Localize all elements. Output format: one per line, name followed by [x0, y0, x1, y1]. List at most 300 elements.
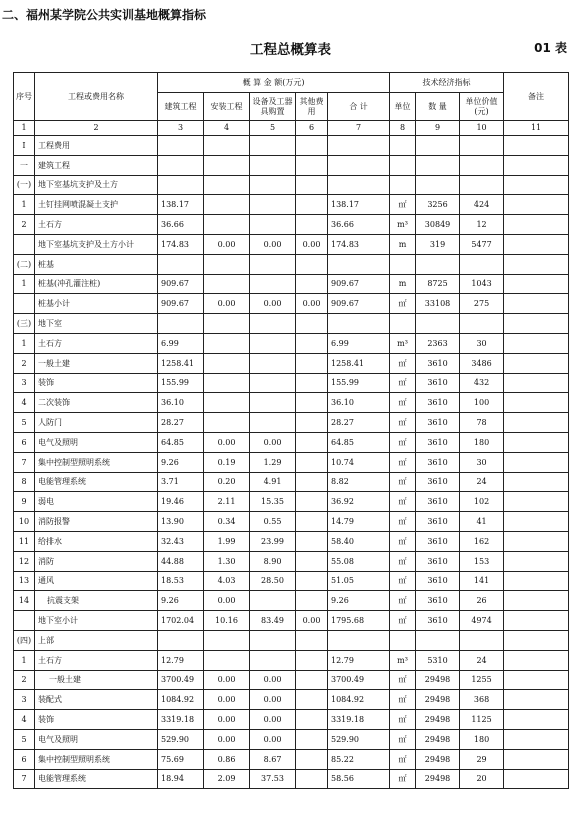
- cell-install: [204, 393, 250, 413]
- header-install: 安装工程: [204, 93, 250, 121]
- table-row: [14, 611, 569, 631]
- cell-seq: 一: [14, 155, 35, 175]
- cell-other: [296, 195, 328, 215]
- cell-building: 6.99: [158, 333, 204, 353]
- table-row: [14, 274, 569, 294]
- cell-remark: [504, 690, 569, 710]
- table-row: [14, 195, 569, 215]
- cell-other: [296, 571, 328, 591]
- cell-unit-value: [460, 136, 504, 156]
- cell-name: 工程费用: [35, 136, 158, 156]
- header-building: 建筑工程: [158, 93, 204, 121]
- cell-quantity: 3610: [416, 551, 460, 571]
- header-total: 合 计: [328, 93, 390, 121]
- cell-quantity: 3610: [416, 413, 460, 433]
- cell-total: 14.79: [328, 512, 390, 532]
- col-number: 3: [158, 121, 204, 136]
- table-row: [14, 432, 569, 452]
- cell-install: 0.00: [204, 234, 250, 254]
- table-row: [14, 670, 569, 690]
- cell-total: 36.92: [328, 492, 390, 512]
- cell-other: [296, 393, 328, 413]
- cell-quantity: 319: [416, 234, 460, 254]
- cell-seq: 1: [14, 195, 35, 215]
- cell-seq: 6: [14, 432, 35, 452]
- cell-install: [204, 413, 250, 433]
- cell-install: 0.00: [204, 710, 250, 730]
- cell-unit-value: 24: [460, 472, 504, 492]
- cell-unit: ㎡: [390, 591, 416, 611]
- cell-install: [204, 333, 250, 353]
- cell-total: 1258.41: [328, 353, 390, 373]
- table-row: [14, 234, 569, 254]
- cell-equipment: 0.55: [250, 512, 296, 532]
- cell-total: 3319.18: [328, 710, 390, 730]
- cell-remark: [504, 729, 569, 749]
- cell-building: 36.10: [158, 393, 204, 413]
- cell-building: 3319.18: [158, 710, 204, 730]
- cell-unit-value: 29: [460, 749, 504, 769]
- cell-unit: ㎡: [390, 413, 416, 433]
- cell-name: 电气及照明: [35, 432, 158, 452]
- cell-name: 人防门: [35, 413, 158, 433]
- cell-install: [204, 630, 250, 650]
- budget-table: [13, 72, 569, 789]
- cell-other: [296, 155, 328, 175]
- cell-quantity: 8725: [416, 274, 460, 294]
- cell-quantity: 5310: [416, 650, 460, 670]
- cell-remark: [504, 215, 569, 235]
- cell-unit: ㎡: [390, 492, 416, 512]
- cell-seq: 8: [14, 472, 35, 492]
- cell-equipment: [250, 314, 296, 334]
- cell-install: [204, 136, 250, 156]
- cell-unit-value: 1255: [460, 670, 504, 690]
- cell-seq: 11: [14, 531, 35, 551]
- cell-other: [296, 314, 328, 334]
- cell-other: [296, 749, 328, 769]
- cell-name: 地下室小计: [35, 611, 158, 631]
- cell-seq: Ⅰ: [14, 136, 35, 156]
- cell-seq: 14: [14, 591, 35, 611]
- cell-remark: [504, 551, 569, 571]
- table-row: [14, 630, 569, 650]
- cell-quantity: [416, 155, 460, 175]
- cell-unit: ㎡: [390, 393, 416, 413]
- table-row: [14, 254, 569, 274]
- cell-unit: ㎡: [390, 452, 416, 472]
- cell-remark: [504, 136, 569, 156]
- cell-seq: 4: [14, 710, 35, 730]
- cell-quantity: 29498: [416, 710, 460, 730]
- cell-equipment: 83.49: [250, 611, 296, 631]
- cell-unit-value: 100: [460, 393, 504, 413]
- cell-equipment: [250, 254, 296, 274]
- cell-building: [158, 254, 204, 274]
- cell-building: 19.46: [158, 492, 204, 512]
- cell-seq: 1: [14, 333, 35, 353]
- table-row: [14, 551, 569, 571]
- cell-remark: [504, 531, 569, 551]
- table-row: [14, 729, 569, 749]
- cell-total: 1084.92: [328, 690, 390, 710]
- cell-remark: [504, 274, 569, 294]
- cell-building: 1702.04: [158, 611, 204, 631]
- cell-unit-value: 141: [460, 571, 504, 591]
- header-name: 工程或费用名称: [35, 73, 158, 121]
- cell-quantity: [416, 314, 460, 334]
- col-number: 6: [296, 121, 328, 136]
- cell-building: [158, 136, 204, 156]
- cell-seq: 3: [14, 373, 35, 393]
- cell-unit: m: [390, 274, 416, 294]
- cell-quantity: [416, 136, 460, 156]
- cell-total: [328, 175, 390, 195]
- cell-unit-value: 4974: [460, 611, 504, 631]
- cell-unit: [390, 155, 416, 175]
- cell-quantity: 3610: [416, 512, 460, 532]
- cell-unit: m³: [390, 650, 416, 670]
- cell-unit: [390, 630, 416, 650]
- cell-unit: ㎡: [390, 472, 416, 492]
- cell-other: [296, 630, 328, 650]
- table-row: [14, 591, 569, 611]
- cell-equipment: 0.00: [250, 729, 296, 749]
- cell-total: 64.85: [328, 432, 390, 452]
- cell-unit-value: 41: [460, 512, 504, 532]
- cell-unit-value: [460, 175, 504, 195]
- cell-equipment: 0.00: [250, 690, 296, 710]
- table-row: [14, 531, 569, 551]
- cell-unit-value: 20: [460, 769, 504, 789]
- header-budget-group: 概 算 金 额(万元): [158, 73, 390, 93]
- cell-remark: [504, 413, 569, 433]
- cell-quantity: 29498: [416, 749, 460, 769]
- cell-remark: [504, 630, 569, 650]
- cell-quantity: 3610: [416, 393, 460, 413]
- cell-other: [296, 333, 328, 353]
- cell-unit-value: [460, 314, 504, 334]
- cell-install: 0.00: [204, 729, 250, 749]
- cell-total: 8.82: [328, 472, 390, 492]
- cell-other: [296, 215, 328, 235]
- cell-seq: 1: [14, 650, 35, 670]
- cell-other: [296, 492, 328, 512]
- cell-total: 58.56: [328, 769, 390, 789]
- cell-quantity: [416, 630, 460, 650]
- cell-seq: 1: [14, 274, 35, 294]
- cell-quantity: 3256: [416, 195, 460, 215]
- cell-equipment: 4.91: [250, 472, 296, 492]
- cell-unit-value: 3486: [460, 353, 504, 373]
- cell-remark: [504, 333, 569, 353]
- cell-equipment: [250, 353, 296, 373]
- cell-equipment: 1.29: [250, 452, 296, 472]
- header-unit-value: 单位价值(元): [460, 93, 504, 121]
- cell-total: 12.79: [328, 650, 390, 670]
- cell-equipment: [250, 373, 296, 393]
- cell-seq: 7: [14, 769, 35, 789]
- cell-seq: 2: [14, 353, 35, 373]
- cell-equipment: [250, 274, 296, 294]
- table-row: [14, 294, 569, 314]
- cell-install: 0.86: [204, 749, 250, 769]
- cell-unit: ㎡: [390, 551, 416, 571]
- table-row: [14, 472, 569, 492]
- cell-other: [296, 650, 328, 670]
- cell-install: [204, 155, 250, 175]
- cell-total: 909.67: [328, 294, 390, 314]
- cell-unit-value: 26: [460, 591, 504, 611]
- cell-remark: [504, 710, 569, 730]
- cell-building: 1084.92: [158, 690, 204, 710]
- cell-equipment: [250, 215, 296, 235]
- header-quantity: 数 量: [416, 93, 460, 121]
- cell-name: 消防报警: [35, 512, 158, 532]
- cell-total: 36.10: [328, 393, 390, 413]
- cell-seq: (一): [14, 175, 35, 195]
- header-remark: 备注: [504, 73, 569, 121]
- cell-total: 174.83: [328, 234, 390, 254]
- cell-quantity: 3610: [416, 492, 460, 512]
- cell-remark: [504, 512, 569, 532]
- table-row: [14, 571, 569, 591]
- cell-equipment: 8.90: [250, 551, 296, 571]
- cell-quantity: [416, 175, 460, 195]
- cell-other: [296, 690, 328, 710]
- cell-install: [204, 353, 250, 373]
- cell-name: 一般土建: [35, 353, 158, 373]
- cell-name: 桩基: [35, 254, 158, 274]
- cell-unit-value: 1125: [460, 710, 504, 730]
- cell-quantity: [416, 254, 460, 274]
- cell-remark: [504, 254, 569, 274]
- header-equipment: 设备及工器具购置: [250, 93, 296, 121]
- cell-building: 13.90: [158, 512, 204, 532]
- cell-building: [158, 630, 204, 650]
- cell-install: [204, 254, 250, 274]
- table-row: [14, 314, 569, 334]
- table-row: [14, 452, 569, 472]
- cell-equipment: [250, 136, 296, 156]
- cell-equipment: [250, 195, 296, 215]
- table-row: [14, 710, 569, 730]
- cell-total: 85.22: [328, 749, 390, 769]
- table-row: [14, 373, 569, 393]
- cell-name: 装饰: [35, 373, 158, 393]
- cell-unit: ㎡: [390, 531, 416, 551]
- cell-install: [204, 650, 250, 670]
- section-heading: 二、福州某学院公共实训基地概算指标: [2, 8, 207, 22]
- cell-unit: ㎡: [390, 432, 416, 452]
- cell-total: 529.90: [328, 729, 390, 749]
- cell-building: 909.67: [158, 274, 204, 294]
- cell-total: 138.17: [328, 195, 390, 215]
- cell-building: 75.69: [158, 749, 204, 769]
- cell-quantity: 3610: [416, 472, 460, 492]
- cell-seq: (四): [14, 630, 35, 650]
- cell-building: 9.26: [158, 452, 204, 472]
- cell-unit: ㎡: [390, 749, 416, 769]
- cell-other: [296, 432, 328, 452]
- cell-unit: ㎡: [390, 729, 416, 749]
- cell-equipment: [250, 591, 296, 611]
- cell-remark: [504, 314, 569, 334]
- cell-name: 电气及照明: [35, 729, 158, 749]
- cell-total: 6.99: [328, 333, 390, 353]
- cell-equipment: [250, 413, 296, 433]
- cell-total: 58.40: [328, 531, 390, 551]
- cell-equipment: 0.00: [250, 670, 296, 690]
- cell-install: 0.00: [204, 591, 250, 611]
- cell-quantity: 29498: [416, 769, 460, 789]
- cell-other: [296, 413, 328, 433]
- cell-total: [328, 314, 390, 334]
- cell-name: 上部: [35, 630, 158, 650]
- cell-unit: [390, 314, 416, 334]
- cell-unit: ㎡: [390, 769, 416, 789]
- col-number: 10: [460, 121, 504, 136]
- cell-seq: [14, 294, 35, 314]
- col-number: 11: [504, 121, 569, 136]
- cell-name: 给排水: [35, 531, 158, 551]
- cell-building: 3.71: [158, 472, 204, 492]
- cell-other: 0.00: [296, 611, 328, 631]
- cell-unit-value: 78: [460, 413, 504, 433]
- cell-total: 3700.49: [328, 670, 390, 690]
- cell-name: 装饰: [35, 710, 158, 730]
- cell-seq: 9: [14, 492, 35, 512]
- cell-equipment: 0.00: [250, 294, 296, 314]
- cell-other: [296, 591, 328, 611]
- col-number: 8: [390, 121, 416, 136]
- cell-building: 18.53: [158, 571, 204, 591]
- cell-other: [296, 136, 328, 156]
- cell-equipment: [250, 650, 296, 670]
- col-number: 4: [204, 121, 250, 136]
- cell-install: 0.00: [204, 294, 250, 314]
- cell-name: 通风: [35, 571, 158, 591]
- cell-unit: ㎡: [390, 353, 416, 373]
- cell-other: [296, 670, 328, 690]
- cell-quantity: 3610: [416, 611, 460, 631]
- cell-name: 桩基小计: [35, 294, 158, 314]
- cell-install: 0.34: [204, 512, 250, 532]
- cell-quantity: 30849: [416, 215, 460, 235]
- col-number: 5: [250, 121, 296, 136]
- cell-building: [158, 314, 204, 334]
- cell-unit: m: [390, 234, 416, 254]
- cell-name: 土石方: [35, 650, 158, 670]
- cell-install: 1.30: [204, 551, 250, 571]
- cell-total: 9.26: [328, 591, 390, 611]
- cell-install: [204, 195, 250, 215]
- cell-install: 2.11: [204, 492, 250, 512]
- cell-equipment: [250, 630, 296, 650]
- cell-building: 32.43: [158, 531, 204, 551]
- cell-other: [296, 175, 328, 195]
- cell-unit-value: 5477: [460, 234, 504, 254]
- cell-quantity: 2363: [416, 333, 460, 353]
- cell-unit: ㎡: [390, 690, 416, 710]
- table-header: [14, 73, 569, 136]
- cell-quantity: 3610: [416, 591, 460, 611]
- cell-other: [296, 373, 328, 393]
- table-row: [14, 353, 569, 373]
- cell-remark: [504, 373, 569, 393]
- cell-unit: ㎡: [390, 710, 416, 730]
- cell-building: 155.99: [158, 373, 204, 393]
- cell-install: [204, 215, 250, 235]
- cell-unit-value: 180: [460, 729, 504, 749]
- cell-install: 10.16: [204, 611, 250, 631]
- cell-remark: [504, 749, 569, 769]
- cell-remark: [504, 294, 569, 314]
- cell-install: 0.00: [204, 432, 250, 452]
- cell-install: 0.00: [204, 690, 250, 710]
- cell-building: [158, 175, 204, 195]
- cell-remark: [504, 492, 569, 512]
- cell-total: 10.74: [328, 452, 390, 472]
- cell-seq: 3: [14, 690, 35, 710]
- cell-remark: [504, 155, 569, 175]
- cell-name: 消防: [35, 551, 158, 571]
- cell-unit-value: [460, 630, 504, 650]
- cell-name: 抗震支架: [35, 591, 158, 611]
- cell-quantity: 33108: [416, 294, 460, 314]
- cell-total: [328, 630, 390, 650]
- cell-name: 一般土建: [35, 670, 158, 690]
- col-number: 1: [14, 121, 35, 136]
- cell-building: 28.27: [158, 413, 204, 433]
- cell-remark: [504, 591, 569, 611]
- cell-equipment: 15.35: [250, 492, 296, 512]
- table-row: [14, 512, 569, 532]
- table-row: [14, 413, 569, 433]
- cell-building: 1258.41: [158, 353, 204, 373]
- cell-name: 地下室基坑支护及土方小计: [35, 234, 158, 254]
- cell-quantity: 3610: [416, 373, 460, 393]
- cell-unit-value: 162: [460, 531, 504, 551]
- cell-building: 12.79: [158, 650, 204, 670]
- cell-name: 地下室: [35, 314, 158, 334]
- cell-building: 909.67: [158, 294, 204, 314]
- cell-seq: (三): [14, 314, 35, 334]
- cell-equipment: [250, 155, 296, 175]
- cell-building: 9.26: [158, 591, 204, 611]
- cell-unit-value: 30: [460, 333, 504, 353]
- cell-quantity: 29498: [416, 670, 460, 690]
- cell-install: 0.19: [204, 452, 250, 472]
- cell-unit: ㎡: [390, 670, 416, 690]
- cell-equipment: 0.00: [250, 234, 296, 254]
- cell-name: 土石方: [35, 333, 158, 353]
- cell-building: 138.17: [158, 195, 204, 215]
- cell-other: [296, 472, 328, 492]
- cell-seq: 2: [14, 215, 35, 235]
- cell-equipment: 0.00: [250, 710, 296, 730]
- cell-remark: [504, 195, 569, 215]
- col-number: 7: [328, 121, 390, 136]
- cell-building: 174.83: [158, 234, 204, 254]
- cell-other: [296, 769, 328, 789]
- cell-building: 18.94: [158, 769, 204, 789]
- cell-other: [296, 274, 328, 294]
- cell-install: 0.00: [204, 670, 250, 690]
- cell-seq: 4: [14, 393, 35, 413]
- cell-other: 0.00: [296, 234, 328, 254]
- cell-quantity: 3610: [416, 452, 460, 472]
